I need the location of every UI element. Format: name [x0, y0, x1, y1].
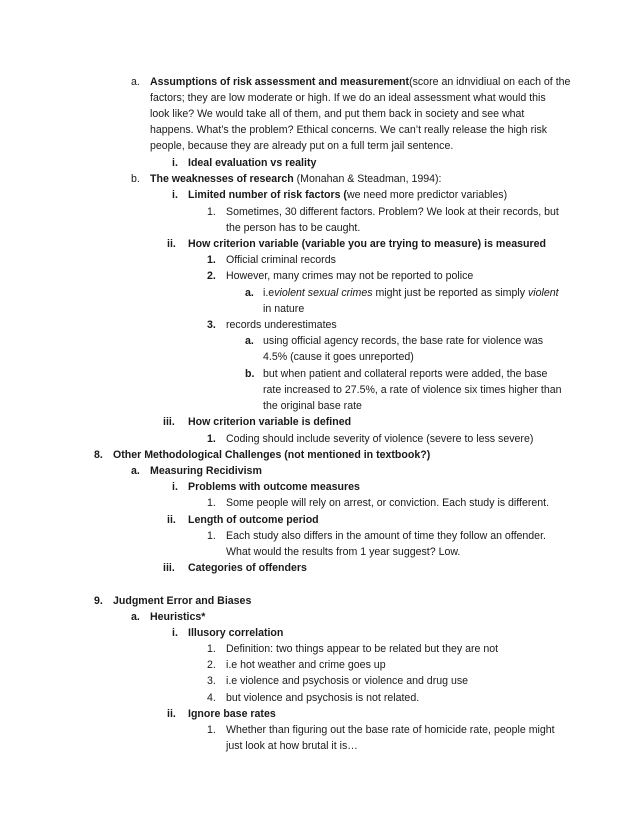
outline-line: [188, 236, 546, 252]
outline-line: [226, 690, 419, 706]
outline-line: [188, 155, 316, 171]
outline-line: [226, 673, 468, 689]
text-run: Length of outcome period: [188, 514, 319, 526]
outline-line: [226, 252, 336, 268]
text-run: people, because they are already put on a full term jail sentence.: [150, 140, 454, 152]
list-marker: 2.: [207, 659, 216, 671]
list-marker: a.: [131, 76, 140, 88]
text-run: violent: [527, 287, 559, 299]
outline-line: [226, 220, 360, 236]
outline-line: [226, 431, 533, 447]
list-marker: b.: [131, 173, 140, 185]
list-marker: ii.: [167, 708, 176, 720]
outline-line: [188, 512, 319, 528]
outline-line: [226, 657, 386, 673]
list-marker: 3.: [207, 319, 216, 331]
text-run: rate increased to 27.5%, a rate of violence six times higher than: [263, 384, 562, 396]
outline-line: [226, 528, 546, 544]
outline-line: [226, 641, 498, 657]
list-marker: 2.: [207, 270, 216, 282]
text-run: might just be reported as simply: [372, 287, 528, 299]
text-run: i.e violence and psychosis or violence and drug use: [226, 675, 469, 687]
list-marker: ii.: [167, 514, 176, 526]
outline-line: [113, 447, 430, 463]
outline-line: [263, 366, 547, 382]
outline-line: [150, 463, 262, 479]
outline-line: [188, 706, 276, 722]
text-run: Each study also differs in the amount of time they follow an offender.: [226, 530, 546, 542]
text-run: the original base rate: [263, 400, 362, 412]
text-run: How criterion variable is defined: [188, 416, 352, 428]
outline-line: [226, 738, 358, 754]
outline-line: [226, 204, 559, 220]
text-run: i.e: [263, 287, 275, 299]
list-marker: i.: [172, 157, 178, 169]
text-run: Definition: two things appear to be related but they are not: [226, 643, 499, 655]
text-run: just look at how brutal it is…: [226, 740, 358, 752]
list-marker: iii.: [163, 562, 175, 574]
outline-line: [263, 349, 414, 365]
outline-line: [150, 171, 442, 187]
text-run: i.e hot weather and crime goes up: [226, 659, 386, 671]
outline-line: [150, 138, 453, 154]
text-run: Heuristics*: [150, 611, 206, 623]
text-run: but when patient and collateral reports were added, the base: [263, 368, 548, 380]
list-marker: 8.: [94, 449, 103, 461]
text-run: (Monahan & Steadman, 1994):: [293, 173, 442, 185]
outline-line: [226, 317, 337, 333]
text-run: look like? We would take all of them, and put them back in society and see what: [150, 108, 525, 120]
text-run: violent sexual crimes: [274, 287, 373, 299]
text-run: What would the results from 1 year suggest? Low.: [226, 546, 461, 558]
outline-line: [188, 479, 360, 495]
outline-line: [150, 106, 524, 122]
outline-line: [263, 301, 304, 317]
text-run: in nature: [263, 303, 305, 315]
text-run: Whether than figuring out the base rate of homicide rate, people might: [226, 724, 555, 736]
outline-line: [150, 122, 547, 138]
outline-line: [226, 722, 555, 738]
outline-line: [226, 495, 549, 511]
outline-line: [226, 268, 473, 284]
list-marker: 3.: [207, 675, 216, 687]
outline-line: [188, 414, 351, 430]
list-marker: 1.: [207, 206, 216, 218]
list-marker: iii.: [163, 416, 175, 428]
text-run: Ignore base rates: [188, 708, 276, 720]
text-run: How criterion variable (variable you are trying to measure) is measured: [188, 238, 546, 250]
text-run: Problems with outcome measures: [188, 481, 360, 493]
outline-line: [263, 398, 362, 414]
outline-line: [263, 382, 562, 398]
text-run: The weaknesses of research: [150, 173, 294, 185]
text-run: happens. What’s the problem? Ethical concerns. We can’t really release the high risk: [150, 124, 548, 136]
outline-line: [188, 187, 507, 203]
text-run: However, many crimes may not be reported to police: [226, 270, 474, 282]
outline-line: [188, 625, 283, 641]
text-run: Sometimes, 30 different factors. Problem? We look at their records, but: [226, 206, 559, 218]
list-marker: b.: [245, 368, 255, 380]
text-run: records underestimates: [226, 319, 337, 331]
text-run: Categories of offenders: [188, 562, 307, 574]
text-run: factors; they are low moderate or high. If we do an ideal assessment what would this: [150, 92, 546, 104]
list-marker: 1.: [207, 497, 216, 509]
outline-line: [150, 74, 570, 90]
list-marker: a.: [131, 465, 140, 477]
text-run: 4.5% (cause it goes unreported): [263, 351, 414, 363]
list-marker: 1.: [207, 643, 216, 655]
list-marker: i.: [172, 189, 178, 201]
list-marker: i.: [172, 627, 178, 639]
list-marker: 1.: [207, 530, 216, 542]
text-run: Other Methodological Challenges (not mentioned in textbook?): [113, 449, 431, 461]
text-run: but violence and psychosis is not related.: [226, 692, 420, 704]
list-marker: 1.: [207, 433, 216, 445]
list-marker: 1.: [207, 724, 216, 736]
outline-line: [150, 609, 205, 625]
text-run: Assumptions of risk assessment and measurement: [150, 76, 410, 88]
outline-line: [226, 544, 460, 560]
text-run: Judgment Error and Biases: [113, 595, 252, 607]
outline-line: [150, 90, 546, 106]
list-marker: i.: [172, 481, 178, 493]
text-run: using official agency records, the base rate for violence was: [263, 335, 544, 347]
list-marker: a.: [245, 335, 254, 347]
text-run: Measuring Recidivism: [150, 465, 262, 477]
text-run: Illusory correlation: [188, 627, 284, 639]
outline-line: [263, 285, 559, 301]
outline-line: [188, 560, 307, 576]
list-marker: a.: [245, 287, 254, 299]
text-run: Limited number of risk factors (: [188, 189, 347, 201]
outline-line: [263, 333, 543, 349]
text-run: we need more predictor variables): [346, 189, 508, 201]
list-marker: 9.: [94, 595, 103, 607]
list-marker: 1.: [207, 254, 216, 266]
text-run: (score an idnvidiual on each of the: [409, 76, 571, 88]
text-run: Coding should include severity of violence (severe to less severe): [226, 433, 534, 445]
text-run: Ideal evaluation vs reality: [188, 157, 317, 169]
list-marker: 4.: [207, 692, 216, 704]
list-marker: a.: [131, 611, 140, 623]
outline-line: [113, 593, 251, 609]
list-marker: ii.: [167, 238, 176, 250]
text-run: Official criminal records: [226, 254, 336, 266]
text-run: the person has to be caught.: [226, 222, 361, 234]
text-run: Some people will rely on arrest, or conviction. Each study is different.: [226, 497, 550, 509]
